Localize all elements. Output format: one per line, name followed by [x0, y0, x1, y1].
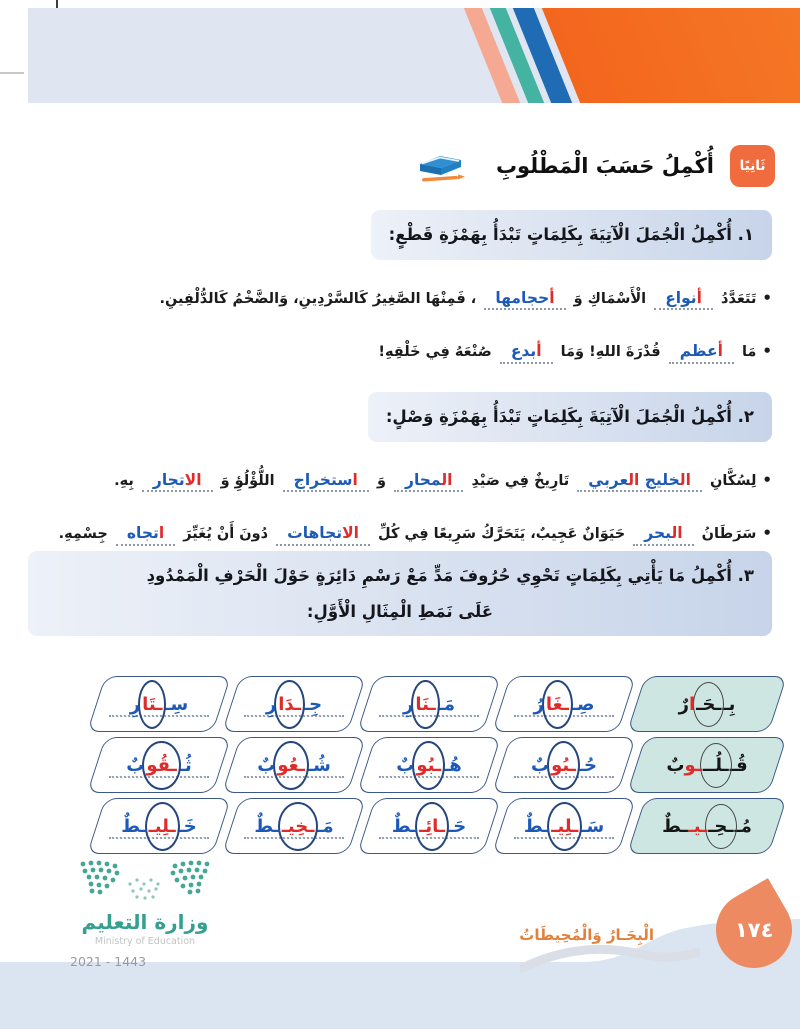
handwritten-answer: عظم: [679, 342, 718, 361]
handwritten-answer: اتجار: [152, 470, 185, 489]
word-letters: حَـ: [447, 815, 467, 837]
word-letters: خَـ: [177, 815, 197, 837]
handwritten-answer: أ: [536, 342, 542, 361]
sentence-text: ، فَمِنْهَا الصَّغِيرُ كَالسَّرْدِينِ، وَالضَّخْمُ كَالدُّلْفِينِ.: [159, 290, 477, 307]
circled-mad-letter: ـبُو: [412, 741, 445, 790]
grid-row: [22, 798, 778, 854]
cell-word: [502, 677, 626, 731]
cell-word: [97, 738, 221, 792]
book-icon: [414, 145, 466, 187]
sentence-text: صُنْعَهُ فِي خَلْقِهِ!: [378, 344, 492, 361]
cell-word: [232, 677, 356, 731]
sentence-text: دُونَ أَنْ يُغَيِّرَ: [183, 526, 269, 543]
edition-year: 2021 - 1443: [70, 954, 147, 969]
answer-cell[interactable]: [357, 737, 501, 793]
answer-blank[interactable]: [633, 525, 693, 546]
bullet-marker: •: [762, 342, 772, 361]
handwritten-answer: الا: [342, 524, 359, 543]
handwritten-answer: ال: [671, 524, 683, 543]
section-title-row: [0, 141, 775, 191]
handwritten-answer: حجامها: [495, 288, 550, 307]
example-cell: [627, 798, 787, 854]
moe-dots-emblem: [75, 860, 215, 902]
cell-word: [367, 738, 491, 792]
word-letters: ـطٌ: [662, 815, 688, 837]
sentence: [28, 284, 772, 314]
word-letters: قُـ: [729, 754, 748, 776]
handwritten-answer: بدع: [510, 342, 537, 361]
cell-word: [232, 738, 356, 792]
exercise-3: [28, 551, 772, 636]
answer-blank[interactable]: [484, 290, 565, 311]
word-letters: سَـ: [580, 815, 605, 837]
word-letters: شُـ: [306, 754, 331, 776]
sentence: [28, 519, 772, 549]
sentence: [28, 466, 772, 496]
handwritten-answer: ال: [628, 470, 640, 489]
answer-cell[interactable]: [87, 676, 231, 732]
exercise-1: [28, 210, 772, 367]
circled-mad-letter: ـغَا: [542, 680, 573, 729]
handwritten-answer: أ: [717, 342, 723, 361]
header-band: [28, 8, 800, 103]
cell-word: [97, 799, 221, 853]
handwritten-answer: محار: [405, 470, 442, 489]
cell-word: [637, 738, 777, 792]
cell-word: [502, 799, 626, 853]
answer-cell[interactable]: [222, 737, 366, 793]
bullet-marker: •: [762, 524, 772, 543]
circled-mad-letter: ـحَـ: [693, 682, 724, 727]
word-letters: ـيـ: [687, 815, 708, 837]
word-letters: بٌ: [396, 754, 415, 776]
word-letters: بٌ: [666, 754, 685, 776]
cell-word: [232, 799, 356, 853]
answer-blank[interactable]: [394, 472, 463, 493]
sentence-text: حَيَوَانٌ عَجِيبٌ، يَتَحَرَّكُ سَرِيعًا فِي كُلِّ: [378, 526, 626, 543]
answer-blank[interactable]: [276, 525, 370, 546]
word-letters: بٌ: [257, 754, 276, 776]
grid-row: [22, 737, 778, 793]
circled-mad-letter: ـخِيـ: [278, 802, 319, 851]
handwritten-answer: ستخراج: [293, 470, 353, 489]
sentence-text: سَرَطَانُ: [701, 526, 757, 543]
circled-mad-letter: ـعُو: [273, 741, 309, 790]
word-letters: رٌ: [678, 693, 689, 715]
example-cell: [627, 676, 787, 732]
handwritten-answer: ال: [441, 470, 453, 489]
lesson-title: الْبِحَـارُ وَالْمُحِيطَاتُ: [519, 926, 654, 944]
cell-word: [367, 799, 491, 853]
word-letters: مُـ: [734, 815, 752, 837]
handwritten-answer: ال: [184, 470, 202, 489]
word-letters: بٌ: [126, 754, 145, 776]
answer-blank[interactable]: [654, 290, 713, 311]
circled-mad-letter: ـبُو: [547, 741, 580, 790]
answer-cell[interactable]: [357, 676, 501, 732]
bullet-marker: •: [762, 470, 772, 489]
word-letters: ـطٌ: [523, 815, 550, 837]
answer-cell[interactable]: [492, 737, 636, 793]
sentence-text: اللُّؤْلُؤِ وَ: [220, 472, 275, 489]
word-letters: بٌ: [531, 754, 550, 776]
handwritten-answer: تجاهات: [287, 524, 343, 543]
cell-word: [367, 677, 491, 731]
handwritten-answer: نواع: [665, 288, 697, 307]
exercise-2: [28, 392, 772, 549]
answer-blank[interactable]: [142, 472, 213, 493]
word-letters: ا: [689, 693, 696, 715]
grid-row: [22, 676, 778, 732]
sentence-text: تَتَعَدَّدُ: [721, 290, 757, 307]
exercise-3-heading: ٣. أُكْمِلُ مَا يَأْتِي بِكَلِمَاتٍ تَحْوِي حُرُوفَ مَدٍّ مَعْ رَسْمِ دَائِرَةٍ حَوْلَ الْحَرْفِ الْمَمْدُودِ عَلَى نَمَطِ الْمِثَالِ الْأَوَّلِ:: [28, 551, 772, 636]
handwritten-answer: ال: [679, 470, 691, 489]
example-cell: [627, 737, 787, 793]
word-letters: سِـ: [164, 693, 189, 715]
handwritten-answer: أ: [696, 288, 702, 307]
word-letters: رُ: [533, 693, 544, 715]
sentence-text: جِسْمِهِ.: [58, 526, 108, 543]
handwritten-answer: أ: [549, 288, 555, 307]
answer-cell[interactable]: [492, 798, 636, 854]
section-badge: ثَانِيًا: [730, 145, 775, 187]
circled-mad-letter: ـلُــ: [700, 743, 732, 788]
handwritten-answer: تجاه: [126, 524, 159, 543]
answer-blank[interactable]: [669, 343, 734, 364]
word-letters: ـطٌ: [121, 815, 147, 837]
scan-artifact-line: [0, 72, 24, 74]
word-letters: ـطٌ: [391, 815, 418, 837]
cell-word: [97, 677, 221, 731]
cell-word: [637, 799, 777, 853]
answer-blank[interactable]: [283, 472, 369, 493]
answer-cell[interactable]: [492, 676, 636, 732]
handwritten-answer: ا: [158, 524, 165, 543]
circled-mad-letter: ـدَا: [274, 680, 305, 729]
circled-mad-letter: ـلِيـ: [547, 802, 582, 851]
circled-mad-letter: ـنَا: [411, 680, 439, 729]
answer-blank[interactable]: [500, 343, 553, 364]
answer-cell[interactable]: [87, 737, 231, 793]
mad-words-grid: [22, 676, 778, 859]
word-letters: جِـ: [303, 693, 323, 715]
handwritten-answer: عربي: [588, 470, 629, 489]
word-letters: رِ: [403, 693, 414, 715]
handwritten-answer: ا: [352, 470, 358, 489]
cell-word: [637, 677, 777, 731]
answer-cell[interactable]: [357, 798, 501, 854]
exercise-2-heading: ٢. أُكْمِلُ الْجُمَلَ الْآتِيَةَ بِكَلِمَاتٍ تَبْدَأُ بِهَمْزَةِ وَصْلٍ:: [368, 392, 772, 442]
answer-blank[interactable]: [577, 472, 702, 493]
word-letters: ثُـ: [178, 754, 192, 776]
word-letters: مَـ: [437, 693, 455, 715]
word-letters: رِ: [129, 693, 141, 715]
handwritten-answer: بحر: [644, 524, 672, 543]
circled-mad-letter: ـائِـ: [415, 802, 449, 851]
sentence: [28, 337, 772, 367]
circled-mad-letter: ـحِـ: [705, 804, 736, 849]
header-stripe-orange: [538, 8, 800, 103]
handwritten-answer: خليج: [639, 470, 680, 489]
ministry-name-english: Ministry of Education: [94, 936, 196, 947]
page-number: ١٧٤: [734, 918, 774, 943]
cell-word: [502, 738, 626, 792]
answer-cell[interactable]: [222, 676, 366, 732]
exercise-1-heading: ١. أُكْمِلُ الْجُمَلَ الْآتِيَةَ بِكَلِمَاتٍ تَبْدَأُ بِهَمْزَةِ قَطْعٍ:: [371, 210, 772, 260]
sentence-text: وَ: [376, 472, 386, 489]
bullet-marker: •: [762, 288, 772, 307]
sentence-text: قُدْرَةَ اللهِ! وَمَا: [560, 344, 661, 361]
word-letters: رِ: [265, 693, 277, 715]
answer-blank[interactable]: [116, 525, 175, 546]
sentence-text: مَا: [741, 344, 757, 361]
word-letters: هُـ: [443, 754, 462, 776]
word-letters: بِـ: [722, 693, 736, 715]
circled-mad-letter: ـقُو: [142, 741, 180, 790]
word-letters: حُـ: [577, 754, 598, 776]
circled-mad-letter: ـلِيـ: [145, 802, 180, 851]
ministry-of-education-logo: [70, 860, 220, 969]
ministry-name-arabic: وزارة التعليم: [81, 910, 209, 934]
word-letters: ـو: [684, 754, 702, 776]
circled-mad-letter: ـتَا: [138, 680, 166, 729]
sentence-text: لِسُكَّانِ: [709, 472, 757, 489]
word-letters: مَـ: [316, 815, 334, 837]
sentence-text: تَارِيخٌ فِي صَيْدِ: [471, 472, 570, 489]
page-title: أُكْمِلُ حَسَبَ الْمَطْلُوبِ: [495, 154, 714, 178]
sentence-text: بِهِ.: [114, 472, 134, 489]
answer-cell[interactable]: [222, 798, 366, 854]
word-letters: صِـ: [570, 693, 595, 715]
sentence-text: الْأَسْمَاكِ وَ: [573, 290, 647, 307]
word-letters: ـطٌ: [254, 815, 280, 837]
answer-cell[interactable]: [87, 798, 231, 854]
